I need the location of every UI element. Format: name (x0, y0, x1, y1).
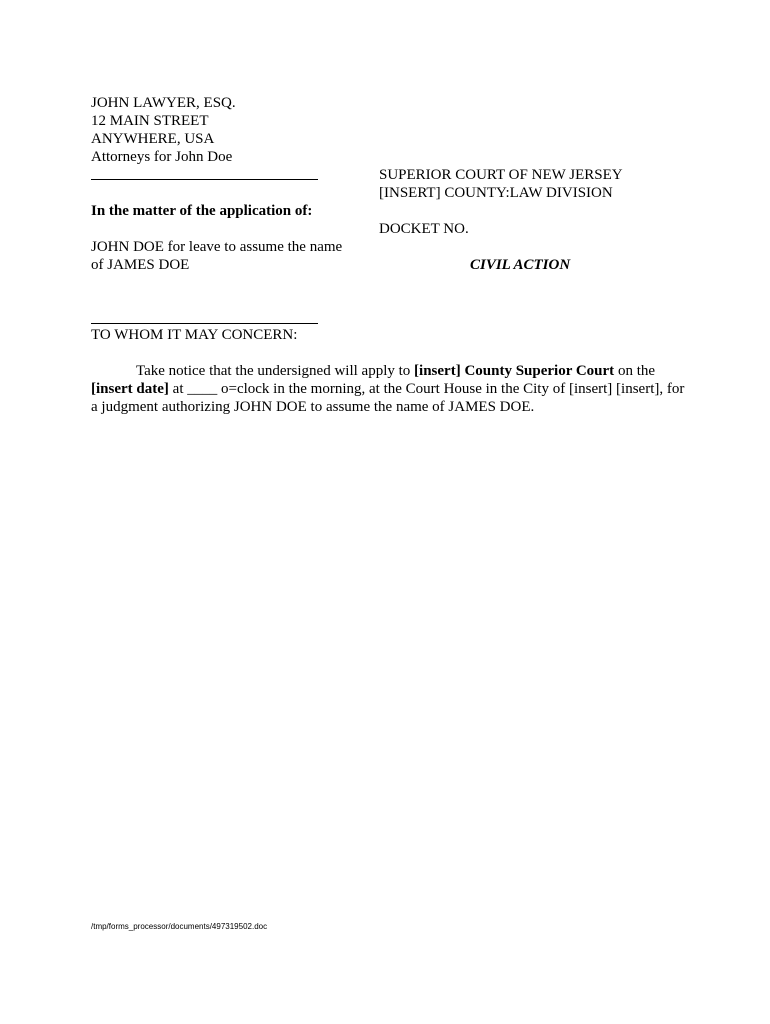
notice-text-2: on the (614, 363, 656, 379)
court-name: SUPERIOR COURT OF NEW JERSEY (379, 167, 623, 183)
attorney-street: 12 MAIN STREET (91, 113, 209, 129)
notice-text-1: Take notice that the undersigned will apply to (136, 363, 415, 379)
court-division: [INSERT] COUNTY:LAW DIVISION (379, 185, 613, 201)
notice-court-name: [insert] County Superior Court (414, 363, 615, 379)
salutation: TO WHOM IT MAY CONCERN: (91, 327, 298, 343)
civil-action-label: CIVIL ACTION (470, 257, 571, 273)
applicant-line-2: of JAMES DOE (91, 257, 190, 273)
notice-date: [insert date] (91, 381, 169, 397)
attorney-role: Attorneys for John Doe (91, 149, 233, 165)
notice-text-3: at ____ o=clock in the morning, at the Court House in the City of [insert] [insert], for a judgment authorizing JOHN DOE to assume the name of JAMES DOE. (91, 381, 685, 415)
attorney-city: ANYWHERE, USA (91, 131, 215, 147)
applicant-line-1: JOHN DOE for leave to assume the name (91, 239, 343, 255)
matter-heading: In the matter of the application of: (91, 203, 313, 219)
notice-paragraph (91, 362, 691, 416)
caption-bottom-rule (91, 323, 318, 324)
caption-top-rule (91, 179, 318, 180)
footer-file-path: /tmp/forms_processor/documents/497319502.doc (91, 922, 268, 931)
docket-number-label: DOCKET NO. (379, 221, 469, 237)
attorney-name: JOHN LAWYER, ESQ. (91, 95, 236, 111)
